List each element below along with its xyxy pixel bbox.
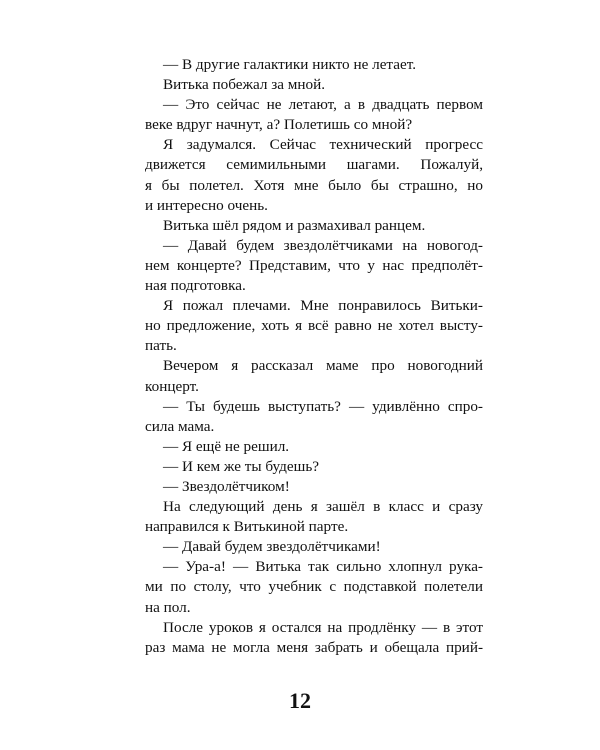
text-line: После уроков я остался на продлёнку — в этот [163,618,483,636]
text-line: раз мама не могла меня забрать и обещала прий- [145,638,483,656]
text-line: — Давай будем звездолётчиками на новогод- [163,236,483,254]
text-line: направился к Витькиной парте. [145,518,349,536]
text-line: — Я ещё не решил. [163,437,290,455]
text-line: — В другие галактики никто не летает. [163,56,417,73]
text-line: пать. [145,337,177,355]
page-number: 12 [289,688,311,713]
text-line: Витька побежал за мной. [163,76,326,94]
text-line: веке вдруг начнут, а? Полетишь со мной? [145,116,413,134]
text-line: — Это сейчас не летают, а в двадцать первом [163,96,483,114]
text-line: концерт. [145,377,199,395]
text-line: Я задумался. Сейчас технический прогресс [163,136,483,154]
text-line: — Звездолётчиком! [163,477,290,495]
text-line: нем концерте? Представим, что у нас предполёт- [145,256,483,274]
text-line: На следующий день я зашёл в класс и сразу [163,498,483,516]
text-line: Вечером я рассказал маме про новогодний [163,357,483,375]
text-line: сила мама. [145,417,215,435]
text-line: Витька шёл рядом и размахивал ранцем. [163,216,426,234]
text-line: ная подготовка. [145,277,246,295]
text-line: — Ты будешь выступать? — удивлённо спро- [163,397,483,415]
body-text [145,55,483,658]
text-line: и интересно очень. [145,196,268,214]
text-line: на пол. [145,598,191,616]
text-line: ми по столу, что учебник с подставкой полетели [145,578,483,596]
text-line: — Давай будем звездолётчиками! [163,538,381,556]
text-line: движется семимильными шагами. Пожалуй, [145,156,483,174]
text-line: я бы полетел. Хотя мне было бы страшно, но [145,176,483,194]
text-line: — Ура-а! — Витька так сильно хлопнул рука- [163,558,483,576]
text-line: но предложение, хоть я всё равно не хотел высту- [145,317,483,335]
text-line: Я пожал плечами. Мне понравилось Витьки- [163,297,483,315]
text-line: — И кем же ты будешь? [163,457,319,475]
